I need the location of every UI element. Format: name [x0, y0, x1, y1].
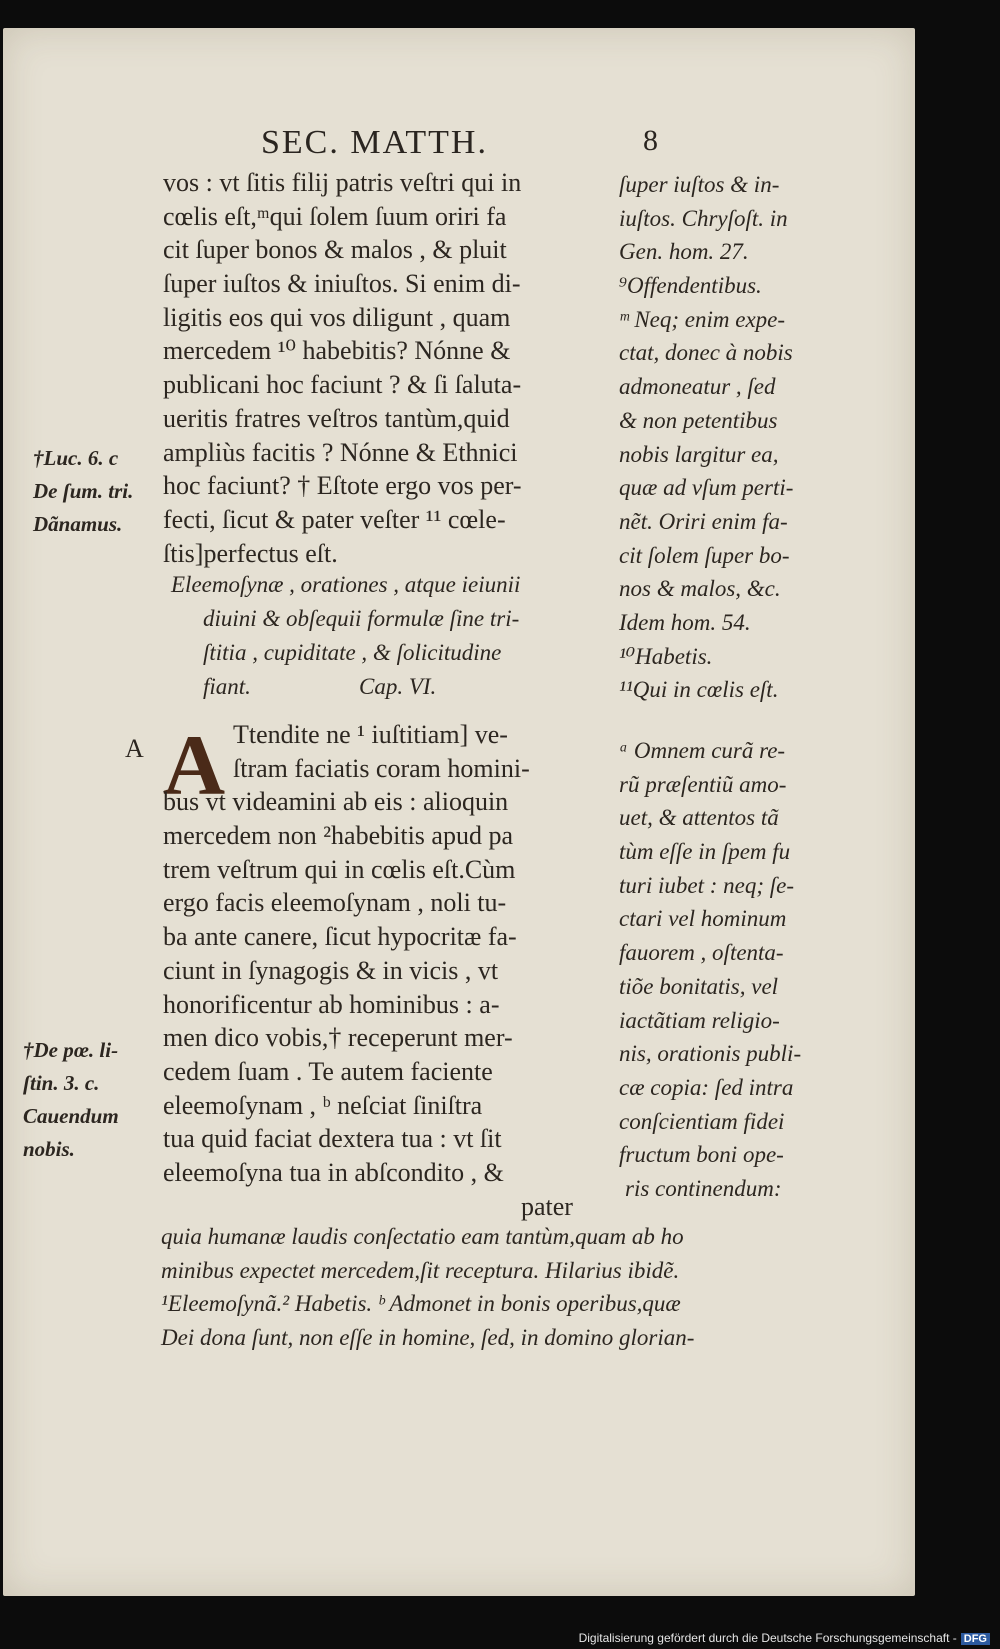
gloss-line: tiõe bonitatis, vel: [619, 973, 779, 999]
text-line: eleemoſynam , ᵇ neſciat ſiniſtra: [163, 1090, 483, 1120]
section-marker: A: [125, 734, 144, 763]
gloss-line: nobis largitur ea,: [619, 441, 779, 467]
gloss-line: fructum boni ope-: [619, 1142, 784, 1168]
gloss-line: ¹Eleemoſynã.² Habetis. ᵇ Admonet in bonis operibus,quæ: [161, 1291, 681, 1317]
text-line: vos : vt ſitis filij patris veſtri qui in: [163, 168, 522, 197]
gloss-line: cæ copia: ſed intra: [619, 1074, 794, 1100]
gloss-line: ris continendum:: [625, 1175, 782, 1201]
catchword: pater: [521, 1191, 573, 1221]
margin-line: †De pœ. li-: [23, 1038, 119, 1062]
chapter-summary-line: diuini & obſequii formulæ ſine tri-: [203, 606, 520, 631]
text-line: ampliùs facitis ? Nónne & Ethnici: [163, 437, 518, 467]
margin-line: Cauendum: [23, 1104, 119, 1128]
text-line: Ttendite ne ¹ iuſtitiam] ve-: [233, 720, 508, 749]
text-line: honorificentur ab hominibus : a-: [163, 989, 500, 1019]
margin-note-bottom: [23, 1034, 119, 1166]
chapter-summary-line: ſtitia , cupiditate , & ſolicitudine: [203, 640, 502, 665]
margin-line: ſtin. 3. c.: [23, 1071, 100, 1095]
text-line: ba ante canere, ſicut hypocritæ fa-: [163, 922, 517, 952]
text-line: ſuper iuſtos & iniuſtos. Si enim di-: [163, 269, 521, 299]
gloss-column-top: [619, 168, 889, 707]
gloss-line: nis, orationis publi-: [619, 1041, 802, 1067]
main-text-bottom: [163, 718, 613, 1223]
text-line: mercedem non ²habebitis apud pa: [163, 821, 514, 851]
gloss-line: minibus expectet mercedem,ſit receptura. Hilarius ibidẽ.: [161, 1257, 680, 1283]
margin-note-top: [33, 442, 133, 541]
gloss-line: quæ ad vſum perti-: [619, 475, 794, 501]
page-number: 8: [643, 124, 660, 157]
gloss-line: quia humanæ laudis conſectatio eam tantùm,quam ab ho: [161, 1224, 684, 1249]
gloss-line: tùm eſſe in ſpem fu: [619, 839, 791, 865]
dfg-logo: DFG: [961, 1633, 990, 1645]
gloss-line: ᵐ Neq; enim expe-: [619, 306, 786, 332]
text-line: cœlis eſt,ᵐqui ſolem ſuum oriri fa: [163, 201, 507, 231]
text-line: ciunt in ſynagogis & in vicis , vt: [163, 955, 499, 985]
text-line: ergo facis eleemoſynam , noli tu-: [163, 888, 507, 918]
gloss-line: cit ſolem ſuper bo-: [619, 542, 790, 568]
margin-line: Dãnamus.: [33, 512, 123, 536]
text-line: ſtram faciatis coram homini-: [233, 753, 530, 783]
margin-line: nobis.: [23, 1137, 75, 1161]
gloss-line: admoneatur , ſed: [619, 374, 776, 400]
text-line: mercedem ¹⁰ habebitis? Nónne &: [163, 336, 511, 366]
gloss-line: fauorem , oſtenta-: [619, 940, 784, 966]
gloss-line: nos & malos, &c.: [619, 576, 781, 602]
gloss-line: ctari vel hominum: [619, 906, 787, 932]
gloss-line: ¹⁰Habetis.: [619, 643, 713, 669]
gloss-column-bottom: [619, 734, 889, 1206]
gloss-line: Dei dona ſunt, non eſſe in homine, ſed, in domino glorian-: [161, 1325, 695, 1351]
gloss-line: ¹¹Qui in cœlis eſt.: [619, 677, 779, 703]
credit-text: Digitalisierung gefördert durch die Deutsche Forschungsgemeinschaft -: [578, 1631, 957, 1645]
text-line: fecti, ſicut & pater veſter ¹¹ cœle-: [163, 504, 506, 534]
gloss-line: & non petentibus: [619, 407, 778, 433]
gloss-line: ctat, donec à nobis: [619, 340, 793, 366]
text-line: ſtis]perfectus eſt.: [163, 538, 338, 568]
gloss-line: iuſtos. Chryſoſt. in: [619, 205, 788, 231]
text-line: tua quid faciat dextera tua : vt ſit: [163, 1124, 502, 1154]
text-line: publicani hoc faciunt ? & ſi ſaluta-: [163, 370, 522, 400]
text-line: ligitis eos qui vos diligunt , quam: [163, 302, 511, 332]
chapter-label: Cap. VI.: [359, 674, 437, 699]
text-line: cedem ſuam . Te autem faciente: [163, 1056, 493, 1086]
text-line: men dico vobis,† receperunt mer-: [163, 1023, 513, 1053]
text-line: bus vt videamini ab eis : alioquin: [163, 787, 509, 817]
margin-line: De ſum. tri.: [33, 479, 134, 503]
chapter-summary-line: fiant.: [203, 674, 251, 699]
drop-initial: A: [163, 717, 226, 813]
digitization-credit: [579, 1631, 990, 1645]
text-line: trem veſtrum qui in cœlis eſt.Cùm: [163, 854, 516, 884]
chapter-summary-line: Eleemoſynæ , orationes , atque ieiunii: [171, 572, 521, 597]
running-head: SEC. MATTH.: [261, 124, 488, 161]
gloss-line: ⁹Offendentibus.: [619, 273, 762, 299]
gloss-line: nẽt. Oriri enim fa-: [619, 508, 788, 534]
gloss-line: ſuper iuſtos & in-: [619, 172, 780, 197]
gloss-line: turi iubet : neq; ſe-: [619, 872, 795, 898]
gloss-line: Gen. hom. 27.: [619, 239, 749, 265]
gloss-line: uet, & attentos tã: [619, 805, 779, 831]
gloss-line: iactãtiam religio-: [619, 1007, 780, 1033]
text-line: cit ſuper bonos & malos , & pluit: [163, 235, 507, 265]
book-page: [3, 28, 915, 1596]
gloss-line: ᵃ Omnem curã re-: [619, 738, 786, 763]
text-line: hoc faciunt? † Eſtote ergo vos per-: [163, 471, 522, 501]
text-line: eleemoſyna tua in abſcondito , &: [163, 1157, 504, 1187]
main-text-top: [163, 166, 611, 570]
gloss-line: rũ præſentiũ amo-: [619, 771, 787, 797]
gloss-line: Idem hom. 54.: [619, 609, 751, 635]
text-line: ueritis fratres veſtros tantùm,quid: [163, 403, 510, 433]
bottom-gloss: [161, 1220, 861, 1355]
margin-line: †Luc. 6. c: [33, 446, 119, 470]
gloss-line: conſcientiam fidei: [619, 1108, 785, 1134]
